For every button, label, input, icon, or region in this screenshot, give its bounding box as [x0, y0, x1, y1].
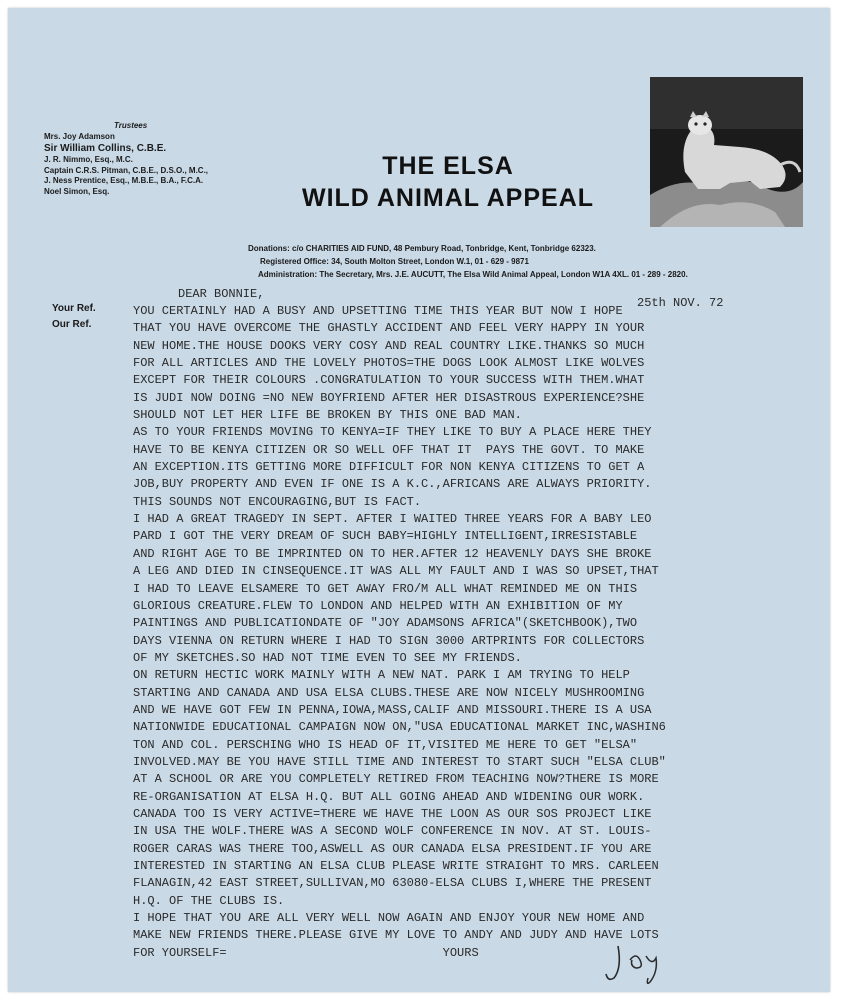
letter-line: ON RETURN HECTIC WORK MAINLY WITH A NEW NAT. PARK I AM TRYING TO HELP: [133, 668, 630, 683]
reference-labels: [52, 301, 96, 333]
letter-line: TON AND COL. PERSCHING WHO IS HEAD OF IT,VISITED ME HERE TO GET "ELSA": [133, 737, 638, 752]
letter-line: THAT YOU HAVE OVERCOME THE GHASTLY ACCIDENT AND FEEL VERY HAPPY IN YOUR: [133, 321, 645, 336]
trustee-name: Mrs. Joy Adamson: [44, 131, 115, 141]
letter-line: DAYS VIENNA ON RETURN WHERE I HAD TO SIGN 3000 ARTPRINTS FOR COLLECTORS: [133, 633, 645, 648]
letter-line: I HAD A GREAT TRAGEDY IN SEPT. AFTER I WAITED THREE YEARS FOR A BABY LEO: [133, 512, 652, 527]
letter-line: AND RIGHT AGE TO BE IMPRINTED ON TO HER.AFTER 12 HEAVENLY DAYS SHE BROKE: [133, 546, 652, 561]
letter-line: INTERESTED IN STARTING AN ELSA CLUB PLEASE WRITE STRAIGHT TO MRS. CARLEEN: [133, 859, 659, 873]
letter-line: SHOULD NOT LET HER LIFE BE BROKEN BY THIS ONE BAD MAN.: [133, 408, 522, 423]
letter-line: FOR ALL ARTICLES AND THE LOVELY PHOTOS=THE DOGS LOOK ALMOST LIKE WOLVES: [133, 356, 645, 371]
letter-line: NEW HOME.THE HOUSE DOOKS VERY COSY AND REAL COUNTRY LIKE.THANKS SO MUCH: [133, 338, 645, 353]
letter-line: CANADA TOO IS VERY ACTIVE=THERE WE HAVE THE LOON AS OUR SOS PROJECT LIKE: [133, 806, 652, 821]
letter-line: MAKE NEW FRIENDS THERE.PLEASE GIVE MY LOVE TO ANDY AND JUDY AND HAVE LOTS: [133, 928, 659, 943]
letter-line: I HOPE THAT YOU ARE ALL VERY WELL NOW AGAIN AND ENJOY YOUR NEW HOME AND: [133, 911, 645, 926]
trustee-name: J. R. Nimmo, Esq., M.C.: [44, 155, 133, 164]
letter-line: FOR YOURSELF= YOURS: [133, 945, 479, 960]
letter-date: 25th NOV. 72: [637, 296, 724, 310]
your-ref-label: Your Ref.: [52, 303, 96, 314]
letter-line: I HAD TO LEAVE ELSAMERE TO GET AWAY FRO/M ALL WHAT REMINDED ME ON THIS: [133, 581, 638, 596]
lioness-photo-icon: [650, 77, 803, 227]
letter-line: AT A SCHOOL OR ARE YOU COMPLETELY RETIRED FROM TEACHING NOW?THERE IS MORE: [133, 772, 659, 787]
letter-line: RE-ORGANISATION AT ELSA H.Q. BUT ALL GOING AHEAD AND WIDENING OUR WORK.: [133, 789, 645, 804]
handwritten-signature-icon: [600, 938, 680, 988]
trustee-name: Sir William Collins, C.B.E.: [44, 143, 167, 154]
letter-line: H.Q. OF THE CLUBS IS.: [133, 893, 285, 908]
letter-line: IN USA THE WOLF.THERE WAS A SECOND WOLF CONFERENCE IN NOV. AT ST. LOUIS-: [133, 824, 652, 839]
letter-line: AS TO YOUR FRIENDS MOVING TO KENYA=IF THEY LIKE TO BUY A PLACE HERE THEY: [133, 425, 652, 440]
letter-line: PARD I GOT THE VERY DREAM OF SUCH BABY=HIGHLY INTELLIGENT,IRRESISTABLE: [133, 529, 638, 544]
trustees-list: [44, 121, 274, 197]
our-ref-label: Our Ref.: [52, 319, 92, 330]
letter-line: ROGER CARAS WAS THERE TOO,ASWELL AS OUR CANADA ELSA PRESIDENT.IF YOU ARE: [133, 841, 652, 856]
letter-body: [133, 303, 833, 962]
title-line-2: WILD ANIMAL APPEAL: [301, 184, 595, 212]
trustees-heading: Trustees: [114, 121, 148, 130]
letter-line: AND WE HAVE GOT FEW IN PENNA,IOWA,MASS,CALIF AND MISSOURI.THERE IS A USA: [133, 702, 652, 717]
letter-line: FLANAGIN,42 EAST STREET,SULLIVAN,MO 63080-ELSA CLUBS I,WHERE THE PRESENT: [133, 876, 652, 891]
letter-line: STARTING AND CANADA AND USA ELSA CLUBS.THESE ARE NOW NICELY MUSHROOMING: [133, 685, 645, 700]
organization-title: [268, 150, 628, 214]
letter-line: INVOLVED.MAY BE YOU HAVE STILL TIME AND INTEREST TO START SUCH "ELSA CLUB": [133, 754, 666, 769]
letter-line: THIS SOUNDS NOT ENCOURAGING,BUT IS FACT.: [133, 494, 422, 509]
letter-line: OF MY SKETCHES.SO HAD NOT TIME EVEN TO SEE MY FRIENDS.: [133, 650, 522, 665]
letter-line: YOU CERTAINLY HAD A BUSY AND UPSETTING TIME THIS YEAR BUT NOW I HOPE: [133, 304, 623, 318]
letter-greeting: DEAR BONNIE,: [178, 287, 265, 301]
letter-line: EXCEPT FOR THEIR COLOURS .CONGRATULATION TO YOUR SUCCESS WITH THEM.WHAT: [133, 373, 645, 388]
letter-line: GLORIOUS CREATURE.FLEW TO LONDON AND HELPED WITH AN EXHIBITION OF MY: [133, 598, 623, 613]
trustee-name: J. Ness Prentice, Esq., M.B.E., B.A., F.C.A.: [44, 176, 204, 185]
letter-line: IS JUDI NOW DOING =NO NEW BOYFRIEND AFTER HER DISASTROUS EXPERIENCE?SHE: [133, 390, 645, 405]
donations-line: Donations: c/o CHARITIES AID FUND, 48 Pembury Road, Tonbridge, Kent, Tonbridge 62323.: [248, 244, 596, 253]
letter-line: NATIONWIDE EDUCATIONAL CAMPAIGN NOW ON,"USA EDUCATIONAL MARKET INC,WASHIN6: [133, 720, 666, 735]
title-line-1: THE ELSA: [382, 152, 514, 180]
registered-office-line: Registered Office: 34, South Molton Street, London W.1, 01 - 629 - 9871: [260, 257, 529, 266]
trustee-name: Noel Simon, Esq.: [44, 186, 110, 196]
letter-line: HAVE TO BE KENYA CITIZEN OR SO WELL OFF THAT IT PAYS THE GOVT. TO MAKE: [133, 442, 645, 457]
letter-line: PAINTINGS AND PUBLICATIONDATE OF "JOY ADAMSONS AFRICA"(SKETCHBOOK),TWO: [133, 616, 638, 631]
letter-line: JOB,BUY PROPERTY AND EVEN IF ONE IS A K.C.,AFRICANS ARE ALWAYS PRIORITY.: [133, 477, 652, 492]
trustee-name: Captain C.R.S. Pitman, C.B.E., D.S.O., M.C.,: [44, 165, 209, 175]
administration-line: Administration: The Secretary, Mrs. J.E. AUCUTT, The Elsa Wild Animal Appeal, London W1A 4XL. 01 - 289 - 2820.: [258, 270, 688, 279]
letter-line: A LEG AND DIED IN CINSEQUENCE.IT WAS ALL MY FAULT AND I WAS SO UPSET,THAT: [133, 564, 659, 579]
contact-info: [248, 242, 808, 281]
letter-line: AN EXCEPTION.ITS GETTING MORE DIFFICULT FOR NON KENYA CITIZENS TO GET A: [133, 460, 645, 475]
